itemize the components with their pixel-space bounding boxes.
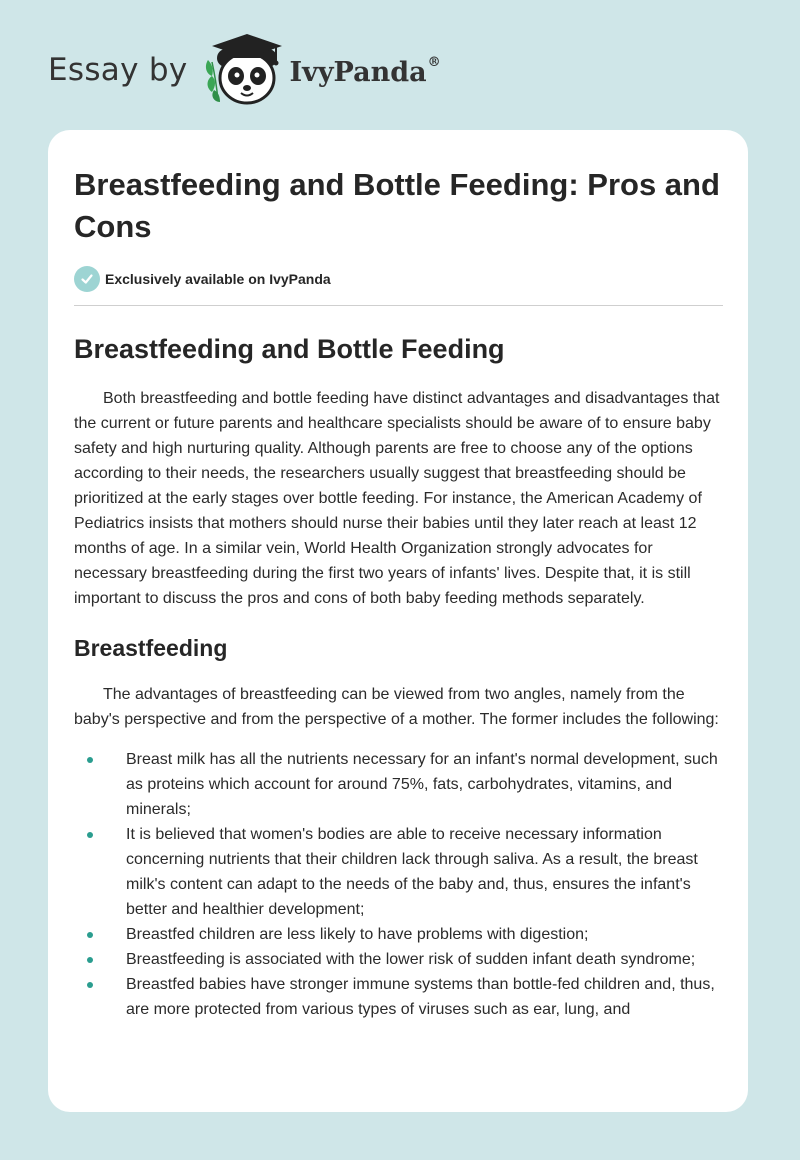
list-item — [74, 972, 724, 1022]
list-item-text: Breast milk has all the nutrients necessary for an infant's normal development, such as proteins which account for around 75%, fats, carbohydrates, vitamins, and minerals; — [126, 751, 718, 818]
subheading-breastfeeding: Breastfeeding — [74, 635, 228, 661]
essay-card — [48, 130, 748, 1112]
list-item — [74, 922, 724, 947]
site-header — [48, 30, 441, 110]
list-item-text: Breastfeeding is associated with the lower risk of sudden infant death syndrome; — [126, 951, 696, 968]
intro-paragraph: Both breastfeeding and bottle feeding have distinct advantages and disadvantages that the current or future parents and healthcare specialists should be aware of to ensure baby safety and high nurturing quality. Although parents are free to choose any of the options according to their needs, the researchers usually suggest that breastfeeding should be prioritized at the early stages over bottle feeding. For instance, the American Academy of Pediatrics insists that mothers should nurse their babies until they later reach at least 12 months of age. In a similar vein, World Health Organization strongly advocates for necessary breastfeeding during the first two years of infants' lives. Despite that, it is still important to discuss the pros and cons of both baby feeding methods separately. — [74, 390, 720, 607]
breastfeeding-paragraph: The advantages of breastfeeding can be viewed from two angles, namely from the baby's perspective and from the perspective of a mother. The former includes the following: — [74, 686, 719, 728]
badge-text: Exclusively available on IvyPanda — [105, 271, 331, 287]
list-item — [74, 947, 724, 972]
essay-by-label: Essay by — [48, 52, 188, 88]
list-item — [74, 822, 724, 922]
exclusive-badge — [74, 266, 724, 292]
title-divider — [74, 305, 723, 306]
brand-name[interactable]: IvyPanda® — [289, 54, 441, 88]
advantages-list — [74, 747, 724, 1022]
page-title: Breastfeeding and Bottle Feeding: Pros and Cons — [74, 167, 720, 244]
list-item — [74, 747, 724, 822]
bullet-icon — [87, 757, 93, 763]
bullet-icon — [87, 832, 93, 838]
list-item-text: Breastfed babies have stronger immune systems than bottle-fed children and, thus, are more protected from various types of viruses such as ear, lung, and — [126, 976, 715, 1018]
ivypanda-logo-icon[interactable] — [202, 30, 286, 110]
bullet-icon — [87, 982, 93, 988]
bullet-icon — [87, 932, 93, 938]
section-heading: Breastfeeding and Bottle Feeding — [74, 334, 505, 364]
bullet-icon — [87, 957, 93, 963]
list-item-text: It is believed that women's bodies are able to receive necessary information concerning nutrients that their children lack through saliva. As a result, the breast milk's content can adapt to the needs of the baby and, thus, ensures the infant's better and healthier development; — [126, 826, 698, 918]
essay-content — [74, 164, 724, 1022]
registered-mark: ® — [427, 54, 441, 70]
check-icon — [74, 266, 100, 292]
list-item-text: Breastfed children are less likely to have problems with digestion; — [126, 926, 589, 943]
